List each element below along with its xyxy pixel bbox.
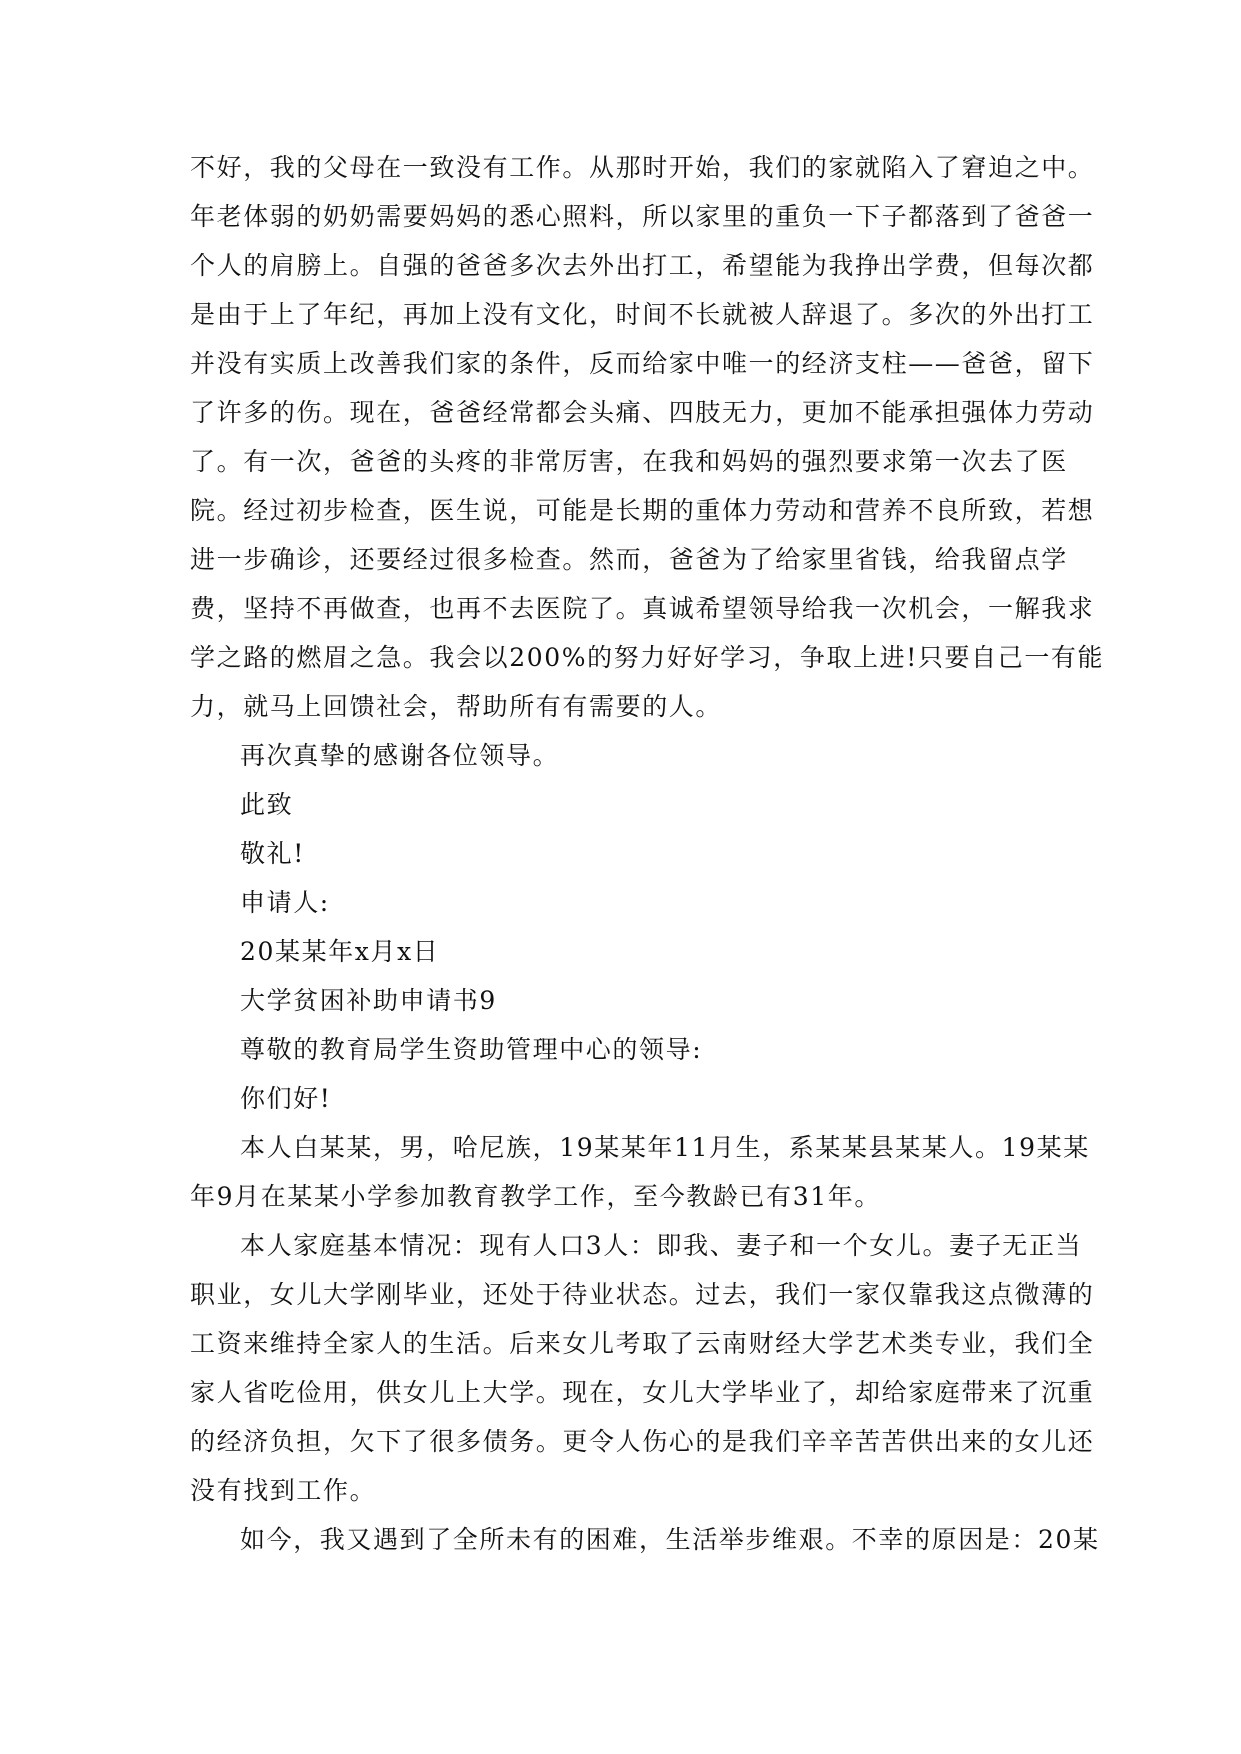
paragraph-line: 了。有一次，爸爸的头疼的非常厉害，在我和妈妈的强烈要求第一次去了医: [190, 447, 1068, 476]
paragraph-line: 了许多的伤。现在，爸爸经常都会头痛、四肢无力，更加不能承担强体力劳动: [190, 398, 1095, 427]
paragraph-line: 的经济负担，欠下了很多债务。更令人伤心的是我们辛辛苦苦供出来的女儿还: [190, 1427, 1095, 1456]
paragraph-line: 力，就马上回馈社会，帮助所有有需要的人。: [190, 692, 723, 721]
closing-regards: 敬礼!: [240, 839, 305, 868]
paragraph-line: 年9月在某某小学参加教育教学工作，至今教龄已有31年。: [190, 1182, 881, 1211]
paragraph-line: 院。经过初步检查，医生说，可能是长期的重体力劳动和营养不良所致，若想: [190, 496, 1095, 525]
applicant-label: 申请人:: [240, 888, 330, 917]
paragraph-line: 进一步确诊，还要经过很多检查。然而，爸爸为了给家里省钱，给我留点学: [190, 545, 1068, 574]
letter-greeting: 你们好!: [240, 1084, 332, 1113]
date-line: 20某某年x月x日: [240, 937, 440, 966]
paragraph-line: 工资来维持全家人的生活。后来女儿考取了云南财经大学艺术类专业，我们全: [190, 1329, 1095, 1358]
paragraph-line: 职业，女儿大学刚毕业，还处于待业状态。过去，我们一家仅靠我这点微薄的: [190, 1280, 1095, 1309]
paragraph-line: 本人家庭基本情况：现有人口3人：即我、妻子和一个女儿。妻子无正当: [240, 1231, 1083, 1260]
paragraph-line: 学之路的燃眉之急。我会以200%的努力好好学习，争取上进!只要自己一有能: [190, 643, 1105, 672]
paragraph-line: 如今，我又遇到了全所未有的困难，生活举步维艰。不幸的原因是：20某: [240, 1525, 1100, 1554]
paragraph-line: 个人的肩膀上。自强的爸爸多次去外出打工，希望能为我挣出学费，但每次都: [190, 251, 1095, 280]
paragraph-line: 并没有实质上改善我们家的条件，反而给家中唯一的经济支柱——爸爸，留下: [190, 349, 1095, 378]
thanks-line: 再次真挚的感谢各位领导。: [240, 741, 560, 770]
closing-salutation: 此致: [240, 790, 294, 819]
paragraph-line: 家人省吃俭用，供女儿上大学。现在，女儿大学毕业了，却给家庭带来了沉重: [190, 1378, 1095, 1407]
paragraph-line: 没有找到工作。: [190, 1476, 377, 1505]
paragraph-line: 不好，我的父母在一致没有工作。从那时开始，我们的家就陷入了窘迫之中。: [190, 153, 1095, 182]
paragraph-line: 是由于上了年纪，再加上没有文化，时间不长就被人辞退了。多次的外出打工: [190, 300, 1095, 329]
letter-addressee: 尊敬的教育局学生资助管理中心的领导:: [240, 1035, 703, 1064]
paragraph-line: 本人白某某，男，哈尼族，19某某年11月生，系某某县某某人。19某某: [240, 1133, 1090, 1162]
section-title: 大学贫困补助申请书9: [240, 986, 497, 1015]
paragraph-line: 费，坚持不再做查，也再不去医院了。真诚希望领导给我一次机会，一解我求: [190, 594, 1095, 623]
paragraph-line: 年老体弱的奶奶需要妈妈的悉心照料，所以家里的重负一下子都落到了爸爸一: [190, 202, 1095, 231]
